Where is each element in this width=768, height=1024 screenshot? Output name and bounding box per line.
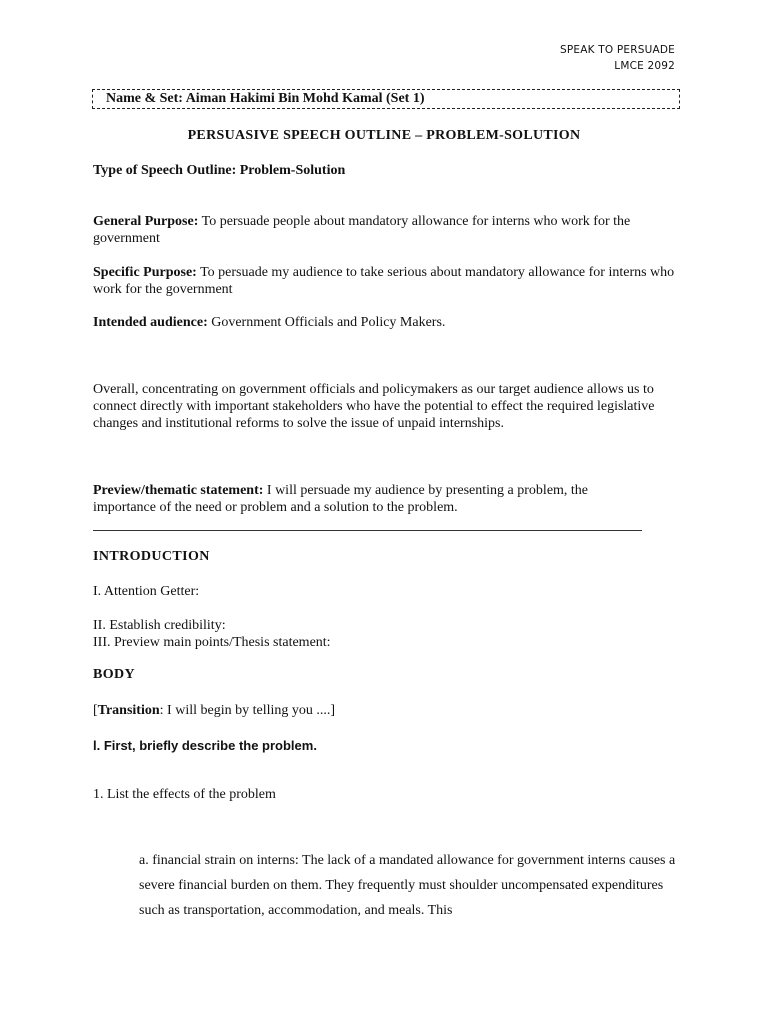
point-one: l. First, briefly describe the problem. bbox=[93, 738, 317, 753]
name-and-set: Name & Set: Aiman Hakimi Bin Mohd Kamal (Set 1) bbox=[106, 91, 425, 106]
section-divider bbox=[93, 530, 642, 531]
transition-label: Transition bbox=[97, 703, 160, 718]
intended-audience bbox=[93, 314, 678, 331]
introduction-heading: INTRODUCTION bbox=[93, 549, 210, 564]
course-title: SPEAK TO PERSUADE bbox=[560, 44, 675, 56]
overall-paragraph: Overall, concentrating on government officials and policymakers as our target audience allows us to connect directly with important stakeholders who have the potential to effect the required legislative changes and institutional reforms to solve the issue of unpaid internships. bbox=[93, 382, 655, 431]
general-purpose bbox=[93, 213, 678, 247]
preview-statement bbox=[93, 482, 653, 516]
name-box bbox=[92, 89, 680, 109]
general-purpose-text: To persuade people about mandatory allowance for interns who work for the government bbox=[93, 214, 631, 246]
specific-purpose bbox=[93, 264, 678, 298]
transition bbox=[93, 702, 678, 719]
document-title: PERSUASIVE SPEECH OUTLINE – PROBLEM-SOLUTION bbox=[187, 128, 581, 143]
attention-getter: I. Attention Getter: bbox=[93, 584, 200, 599]
establish-credibility: II. Establish credibility: bbox=[93, 618, 226, 633]
course-code: LMCE 2092 bbox=[614, 60, 675, 72]
specific-purpose-label: Specific Purpose: bbox=[93, 265, 197, 280]
general-purpose-label: General Purpose: bbox=[93, 214, 199, 229]
transition-open: [ bbox=[93, 703, 98, 718]
body-heading: BODY bbox=[93, 667, 136, 682]
specific-purpose-text: To persuade my audience to take serious about mandatory allowance for interns who work for the government bbox=[93, 265, 675, 297]
intended-audience-label: Intended audience: bbox=[93, 315, 208, 330]
outline-type: Type of Speech Outline: Problem-Solution bbox=[93, 163, 346, 178]
intended-audience-text: Government Officials and Policy Makers. bbox=[207, 315, 446, 330]
effect-a: a. financial strain on interns: The lack of a mandated allowance for government interns causes a severe financial burden on them. They frequently must shoulder uncompensated expenditures such as transportation, accommodation, and meals. This bbox=[139, 853, 676, 918]
transition-text: : I will begin by telling you ....] bbox=[159, 703, 336, 718]
preview-main-points: III. Preview main points/Thesis statement: bbox=[93, 635, 331, 650]
preview-statement-label: Preview/thematic statement: bbox=[93, 483, 264, 498]
effects-list: 1. List the effects of the problem bbox=[93, 787, 276, 802]
preview-statement-text: I will persuade my audience by presenting a problem, the importance of the need or problem and a solution to the problem. bbox=[93, 483, 589, 515]
